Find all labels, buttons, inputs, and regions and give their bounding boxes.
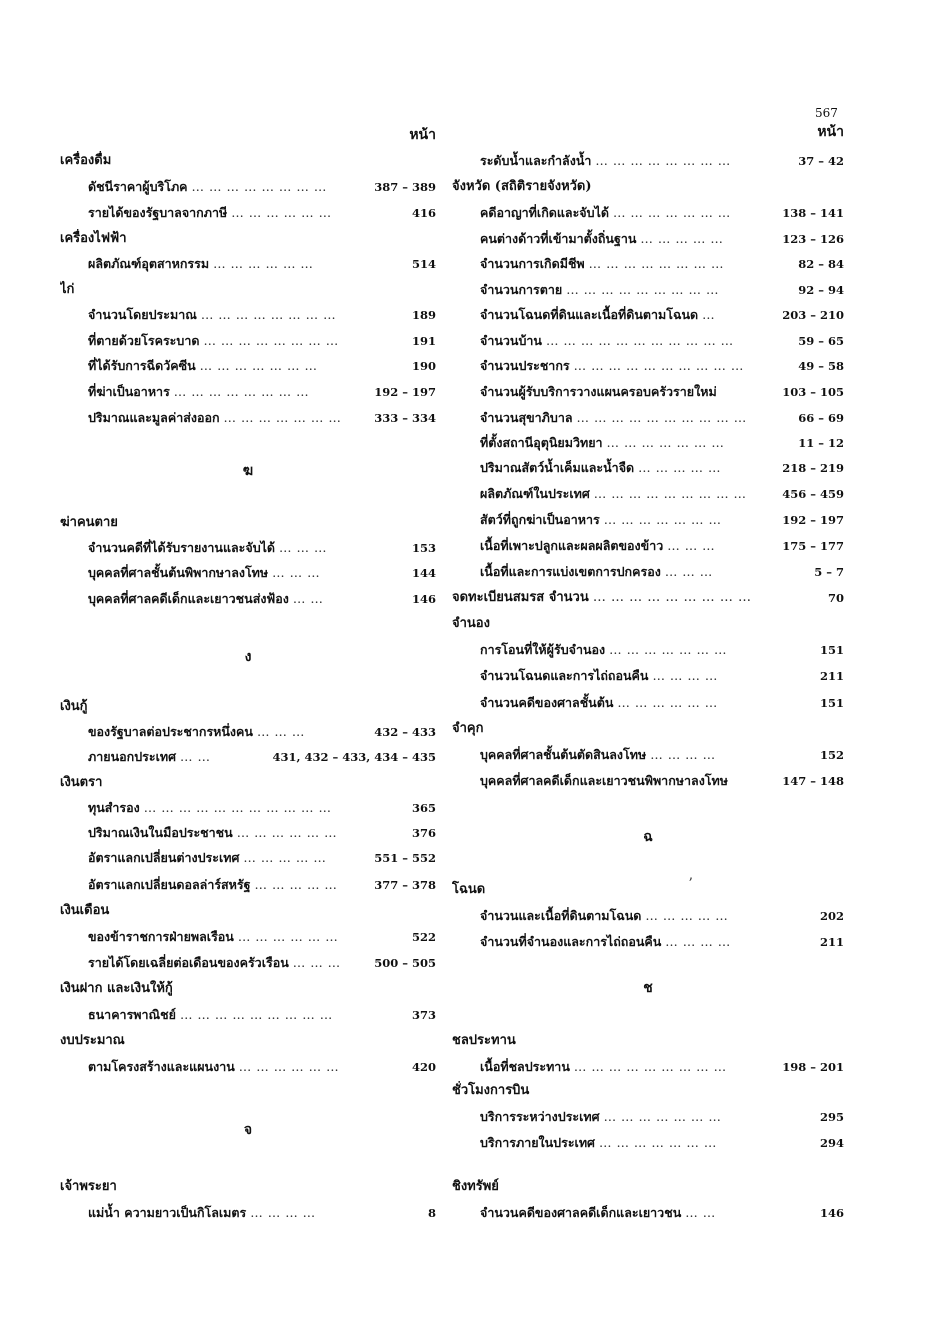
- section-letter: ฉ: [643, 829, 653, 845]
- entry-text: เครื่องไฟฟ้า: [60, 231, 127, 246]
- leader-dots: … … … …: [665, 934, 731, 949]
- index-entry: [452, 229, 844, 249]
- page-reference: 211: [818, 932, 844, 952]
- leader-dots: … … … … … … … … … … …: [143, 800, 332, 815]
- index-entry: [452, 906, 844, 926]
- entry-text: ปริมาณสัตว์น้ำเค็มและน้ำจืด: [480, 460, 635, 475]
- section-letter: ช: [643, 980, 653, 996]
- page-reference: 365: [410, 798, 436, 818]
- index-entry: [60, 589, 436, 609]
- index-heading: [452, 1177, 844, 1197]
- entry-text: รายได้ของรัฐบาลจากภาษี: [88, 205, 228, 220]
- page-reference: 37 – 42: [796, 151, 844, 171]
- index-heading: [452, 1031, 844, 1051]
- entry-text: การโอนที่ให้ผู้รับจำนอง: [480, 642, 606, 657]
- entry-text: ชั่วโมงการบิน: [452, 1083, 530, 1098]
- entry-text: ธนาคารพาณิชย์: [88, 1007, 176, 1022]
- index-entry: [452, 484, 844, 504]
- page-reference: 5 – 7: [812, 562, 844, 582]
- index-heading: [60, 1177, 436, 1197]
- index-entry: [60, 798, 436, 818]
- page-reference: 151: [818, 693, 844, 713]
- page-reference: 153: [410, 538, 436, 558]
- leader-dots: … … … … … … … …: [203, 333, 339, 348]
- entry-text: งบประมาณ: [60, 1033, 125, 1048]
- index-heading: [60, 1031, 436, 1051]
- entry-text: ผลิตภัณฑ์อุตสาหกรรม: [88, 256, 210, 271]
- leader-dots: … … … … …: [645, 908, 729, 923]
- entry-text: จำคุก: [452, 721, 484, 736]
- page-reference: 218 – 219: [780, 458, 844, 478]
- page-reference: 151: [818, 640, 844, 660]
- index-entry: [452, 254, 844, 274]
- leader-dots: … … … … … … … …: [595, 153, 731, 168]
- index-entry: [452, 1057, 844, 1077]
- index-entry: [60, 382, 436, 402]
- entry-text: จังหวัด (สถิติรายจังหวัด): [452, 179, 592, 194]
- page-reference: 431, 432 – 433, 434 – 435: [270, 747, 436, 767]
- page-reference: 11 – 12: [796, 433, 844, 453]
- page-reference: 387 – 389: [372, 177, 436, 197]
- index-entry: [452, 562, 844, 582]
- column-header-page: หน้า: [817, 124, 844, 140]
- leader-dots: … … … … …: [243, 850, 327, 865]
- page-reference: 146: [818, 1203, 844, 1223]
- page-reference: 203 – 210: [780, 305, 844, 325]
- page-reference: 49 – 58: [796, 356, 844, 376]
- index-entry: [60, 1057, 436, 1077]
- index-entry: [60, 747, 436, 767]
- page-reference: 373: [410, 1005, 436, 1025]
- index-heading: [452, 1081, 844, 1101]
- index-entry: [60, 331, 436, 351]
- page-reference: 192 – 197: [780, 510, 844, 530]
- section-letter: ฆ: [242, 463, 254, 479]
- index-entry: [452, 693, 844, 713]
- leader-dots: … … … … … … …: [609, 642, 727, 657]
- leader-dots: … … … … … …: [238, 1059, 340, 1074]
- leader-dots: … … … … … … …: [603, 512, 722, 527]
- index-entry: [452, 433, 844, 453]
- page-reference: 377 – 378: [372, 875, 436, 895]
- entry-text: บริการระหว่างประเทศ: [480, 1109, 600, 1124]
- leader-dots: … … … … … … … … … … …: [545, 333, 734, 348]
- index-heading: [60, 513, 436, 533]
- entry-text: ผลิตภัณฑ์ในประเทศ: [480, 486, 590, 501]
- index-heading: [452, 880, 844, 900]
- entry-text: จำนวนคดีของศาลคดีเด็กและเยาวชน: [480, 1205, 682, 1220]
- index-entry: [452, 408, 844, 428]
- page-reference: 66 – 69: [796, 408, 844, 428]
- entry-text: เครื่องดื่ม: [60, 153, 112, 168]
- entry-text: จำนวนการตาย: [480, 282, 563, 297]
- index-entry: [452, 640, 844, 660]
- entry-text: อัตราแลกเปลี่ยนต่างประเทศ: [88, 850, 240, 865]
- entry-text: เงินกู้: [60, 699, 88, 714]
- leader-dots: … … … … …: [640, 231, 724, 246]
- leader-dots: … … … …: [250, 1205, 316, 1220]
- entry-text: เงินตรา: [60, 775, 103, 790]
- leader-dots: … … … … … … … …: [173, 384, 310, 399]
- entry-text: บุคคลที่ศาลชั้นต้นตัดสินลงโทษ: [480, 747, 647, 762]
- page-reference: 333 – 334: [372, 408, 436, 428]
- index-entry: [452, 1107, 844, 1127]
- index-entry: [60, 875, 436, 895]
- leader-dots: … … … … … …: [237, 929, 339, 944]
- leader-dots: … … … … … … … … …: [592, 590, 752, 605]
- entry-text: จำนวนสุขาภิบาล: [480, 410, 573, 425]
- entry-text: จำนวนคดีของศาลชั้นต้น: [480, 695, 614, 710]
- leader-dots: … … … … … … … … …: [179, 1007, 333, 1022]
- page-reference: 144: [410, 563, 436, 583]
- entry-text: ดัชนีราคาผู้บริโภค: [88, 179, 188, 194]
- index-entry: [452, 151, 844, 171]
- page-reference: 103 – 105: [780, 382, 844, 402]
- stray-mark: ʼ: [688, 876, 693, 892]
- index-entry: [452, 932, 844, 952]
- page-reference: 551 – 552: [372, 848, 436, 868]
- index-entry: [60, 1005, 436, 1025]
- entry-text: ของข้าราชการฝ่ายพลเรือน: [88, 929, 234, 944]
- leader-dots: … … … … … … … … …: [573, 1059, 727, 1074]
- entry-text: บุคคลที่ศาลคดีเด็กและเยาวชนพิพากษาลงโทษ: [480, 773, 728, 788]
- index-entry: [452, 1133, 844, 1153]
- index-heading: [452, 614, 844, 634]
- index-heading: [452, 177, 844, 197]
- page-reference: 82 – 84: [796, 254, 844, 274]
- leader-dots: … … …: [664, 564, 713, 579]
- leader-dots: … … …: [272, 565, 321, 580]
- entry-text: ของรัฐบาลต่อประชากรหนึ่งคน: [88, 724, 253, 739]
- leader-dots: … … … … … … … …: [588, 256, 724, 271]
- entry-text: เจ้าพระยา: [60, 1179, 117, 1194]
- entry-text: จำนวนโฉนดและการไถ่ถอนคืน: [480, 668, 649, 683]
- page-reference: 70: [826, 588, 844, 608]
- entry-text: ปริมาณและมูลค่าส่งออก: [88, 410, 220, 425]
- index-heading: [60, 697, 436, 717]
- entry-text: ที่ฆ่าเป็นอาหาร: [88, 384, 170, 399]
- leader-dots: … … … … …: [638, 460, 722, 475]
- index-entry: [452, 510, 844, 530]
- page-reference: 202: [818, 906, 844, 926]
- index-heading: [60, 979, 436, 999]
- entry-text: ไก่: [60, 282, 75, 297]
- entry-text: เนื้อที่ชลประทาน: [480, 1059, 570, 1074]
- index-entry: [60, 1203, 436, 1223]
- index-entry: [452, 331, 844, 351]
- leader-dots: … … … … … …: [617, 695, 718, 710]
- entry-text: จำนวนประชากร: [480, 358, 570, 373]
- index-heading: [60, 280, 436, 300]
- entry-text: ที่ตั้งสถานีอุตุนิยมวิทยา: [480, 435, 603, 450]
- page-reference: 123 – 126: [780, 229, 844, 249]
- index-entry: [452, 280, 844, 300]
- leader-dots: … … … … …: [254, 877, 338, 892]
- page-reference: 190: [410, 356, 436, 376]
- page-reference: 146: [410, 589, 436, 609]
- page-reference: 376: [410, 823, 436, 843]
- entry-text: จดทะเบียนสมรส จำนวน: [452, 590, 589, 605]
- index-entry: [60, 823, 436, 843]
- index-entry: [60, 927, 436, 947]
- page-number: 567: [815, 106, 838, 120]
- leader-dots: … … … … … … … … …: [593, 486, 747, 501]
- page-reference: 522: [410, 927, 436, 947]
- entry-text: บริการภายในประเทศ: [480, 1135, 595, 1150]
- entry-text: คดีอาญาที่เกิดและจับได้: [480, 205, 609, 220]
- leader-dots: … … … … … … … …: [200, 307, 337, 322]
- leader-dots: … … … … … … …: [606, 435, 725, 450]
- index-entry: [60, 563, 436, 583]
- entry-text: จำนวนผู้รับบริการวางแผนครอบครัวรายใหม่: [480, 384, 717, 399]
- index-heading: [60, 901, 436, 921]
- page-reference: 198 – 201: [780, 1057, 844, 1077]
- leader-dots: … … … … … …: [213, 256, 314, 271]
- entry-text: เงินเดือน: [60, 903, 110, 918]
- index-entry: [60, 305, 436, 325]
- section-letter: จ: [243, 1122, 253, 1138]
- index-entry: [452, 771, 844, 791]
- page-reference: 420: [410, 1057, 436, 1077]
- section-letter: ง: [244, 649, 252, 665]
- entry-text: บุคคลที่ศาลคดีเด็กและเยาวชนส่งฟ้อง: [88, 591, 289, 606]
- leader-dots: … …: [685, 1205, 716, 1220]
- entry-text: คนต่างด้าวที่เข้ามาตั้งถิ่นฐาน: [480, 231, 637, 246]
- leader-dots: … … …: [667, 538, 716, 553]
- entry-text: จำนวนบ้าน: [480, 333, 542, 348]
- entry-text: ชลประทาน: [452, 1033, 516, 1048]
- leader-dots: … …: [180, 749, 211, 764]
- index-entry: [60, 254, 436, 274]
- index-entry: [60, 722, 436, 742]
- index-entry: [452, 666, 844, 686]
- page-reference: 152: [818, 745, 844, 765]
- entry-text: แม่น้ำ ความยาวเป็นกิโลเมตร: [88, 1205, 247, 1220]
- page-reference: 211: [818, 666, 844, 686]
- index-heading: [452, 588, 844, 608]
- leader-dots: … …: [292, 591, 324, 606]
- entry-text: ภายนอกประเทศ: [88, 749, 177, 764]
- index-heading: [452, 719, 844, 739]
- entry-text: จำนวนที่จำนองและการไถ่ถอนคืน: [480, 934, 662, 949]
- leader-dots: … … …: [256, 724, 305, 739]
- index-entry: [60, 177, 436, 197]
- entry-text: เนื้อที่และการแบ่งเขตการปกครอง: [480, 564, 661, 579]
- page-reference: 295: [818, 1107, 844, 1127]
- entry-text: ทุนสำรอง: [88, 800, 140, 815]
- entry-text: ที่ตายด้วยโรคระบาด: [88, 333, 200, 348]
- page-reference: 514: [410, 254, 436, 274]
- page-reference: 175 – 177: [780, 536, 844, 556]
- index-entry: [452, 305, 844, 325]
- entry-text: บุคคลที่ศาลชั้นต้นพิพากษาลงโทษ: [88, 565, 269, 580]
- entry-text: จำนวนการเกิดมีชีพ: [480, 256, 585, 271]
- leader-dots: … … … … … … …: [223, 410, 342, 425]
- leader-dots: … … …: [292, 955, 341, 970]
- index-entry: [60, 848, 436, 868]
- page-reference: 92 – 94: [796, 280, 844, 300]
- leader-dots: … … … … … … …: [598, 1135, 717, 1150]
- page-reference: 59 – 65: [796, 331, 844, 351]
- index-heading: [60, 773, 436, 793]
- leader-dots: … … … … … … … … …: [566, 282, 719, 297]
- entry-text: จำนวนโดยประมาณ: [88, 307, 197, 322]
- entry-text: เงินฝาก และเงินให้กู้: [60, 981, 173, 996]
- page-reference: 192 – 197: [372, 382, 436, 402]
- leader-dots: … … … … … … … …: [191, 179, 327, 194]
- leader-dots: … … … … … …: [236, 825, 338, 840]
- leader-dots: … … … … … … … … … …: [576, 410, 747, 425]
- index-heading: [60, 151, 436, 171]
- page-reference: 191: [410, 331, 436, 351]
- leader-dots: … … … … … … … … … …: [573, 358, 744, 373]
- page-reference: 8: [426, 1203, 436, 1223]
- leader-dots: … … … … … … …: [603, 1109, 722, 1124]
- index-entry: [60, 538, 436, 558]
- column-header-page: หน้า: [409, 127, 436, 143]
- index-entry: [60, 356, 436, 376]
- entry-text: อัตราแลกเปลี่ยนดอลล่าร์สหรัฐ: [88, 877, 251, 892]
- entry-text: โฉนด: [452, 882, 486, 897]
- page-reference: 432 – 433: [372, 722, 436, 742]
- page-reference: 189: [410, 305, 436, 325]
- entry-text: ตามโครงสร้างและแผนงาน: [88, 1059, 235, 1074]
- leader-dots: … … … … … … …: [199, 358, 318, 373]
- index-entry: [452, 745, 844, 765]
- index-entry: [60, 203, 436, 223]
- entry-text: ชิงทรัพย์: [452, 1179, 499, 1194]
- entry-text: สัตว์ที่ถูกฆ่าเป็นอาหาร: [480, 512, 600, 527]
- entry-text: เนื้อที่เพาะปลูกและผลผลิตของข้าว: [480, 538, 664, 553]
- entry-text: รายได้โดยเฉลี่ยต่อเดือนของครัวเรือน: [88, 955, 289, 970]
- index-entry: [452, 356, 844, 376]
- page-reference: 456 – 459: [780, 484, 844, 504]
- page-reference: 294: [818, 1133, 844, 1153]
- page-reference: 147 – 148: [780, 771, 844, 791]
- page-reference: 500 – 505: [372, 953, 436, 973]
- leader-dots: …: [702, 307, 716, 322]
- entry-text: จำนวนคดีที่ได้รับรายงานและจับได้: [88, 540, 276, 555]
- index-entry: [60, 408, 436, 428]
- index-heading: [60, 229, 436, 249]
- entry-text: ฆ่าคนตาย: [60, 515, 118, 530]
- index-entry: [452, 458, 844, 478]
- page-reference: 138 – 141: [780, 203, 844, 223]
- entry-text: ที่ได้รับการฉีดวัคซีน: [88, 358, 196, 373]
- index-entry: [452, 203, 844, 223]
- leader-dots: … … … …: [652, 668, 718, 683]
- index-entry: [452, 536, 844, 556]
- index-entry: [60, 953, 436, 973]
- leader-dots: … … … …: [650, 747, 716, 762]
- leader-dots: … … …: [279, 540, 327, 555]
- entry-text: ระดับน้ำและกำลังน้ำ: [480, 153, 592, 168]
- leader-dots: … … … … … …: [231, 205, 332, 220]
- entry-text: ปริมาณเงินในมือประชาชน: [88, 825, 233, 840]
- leader-dots: … … … … … … …: [612, 205, 731, 220]
- index-entry: [452, 382, 844, 402]
- entry-text: จำนวนและเนื้อที่ดินตามโฉนด: [480, 908, 642, 923]
- entry-text: จำนวนโฉนดที่ดินและเนื้อที่ดินตามโฉนด: [480, 307, 699, 322]
- entry-text: จำนอง: [452, 616, 490, 631]
- page-reference: 416: [410, 203, 436, 223]
- index-entry: [452, 1203, 844, 1223]
